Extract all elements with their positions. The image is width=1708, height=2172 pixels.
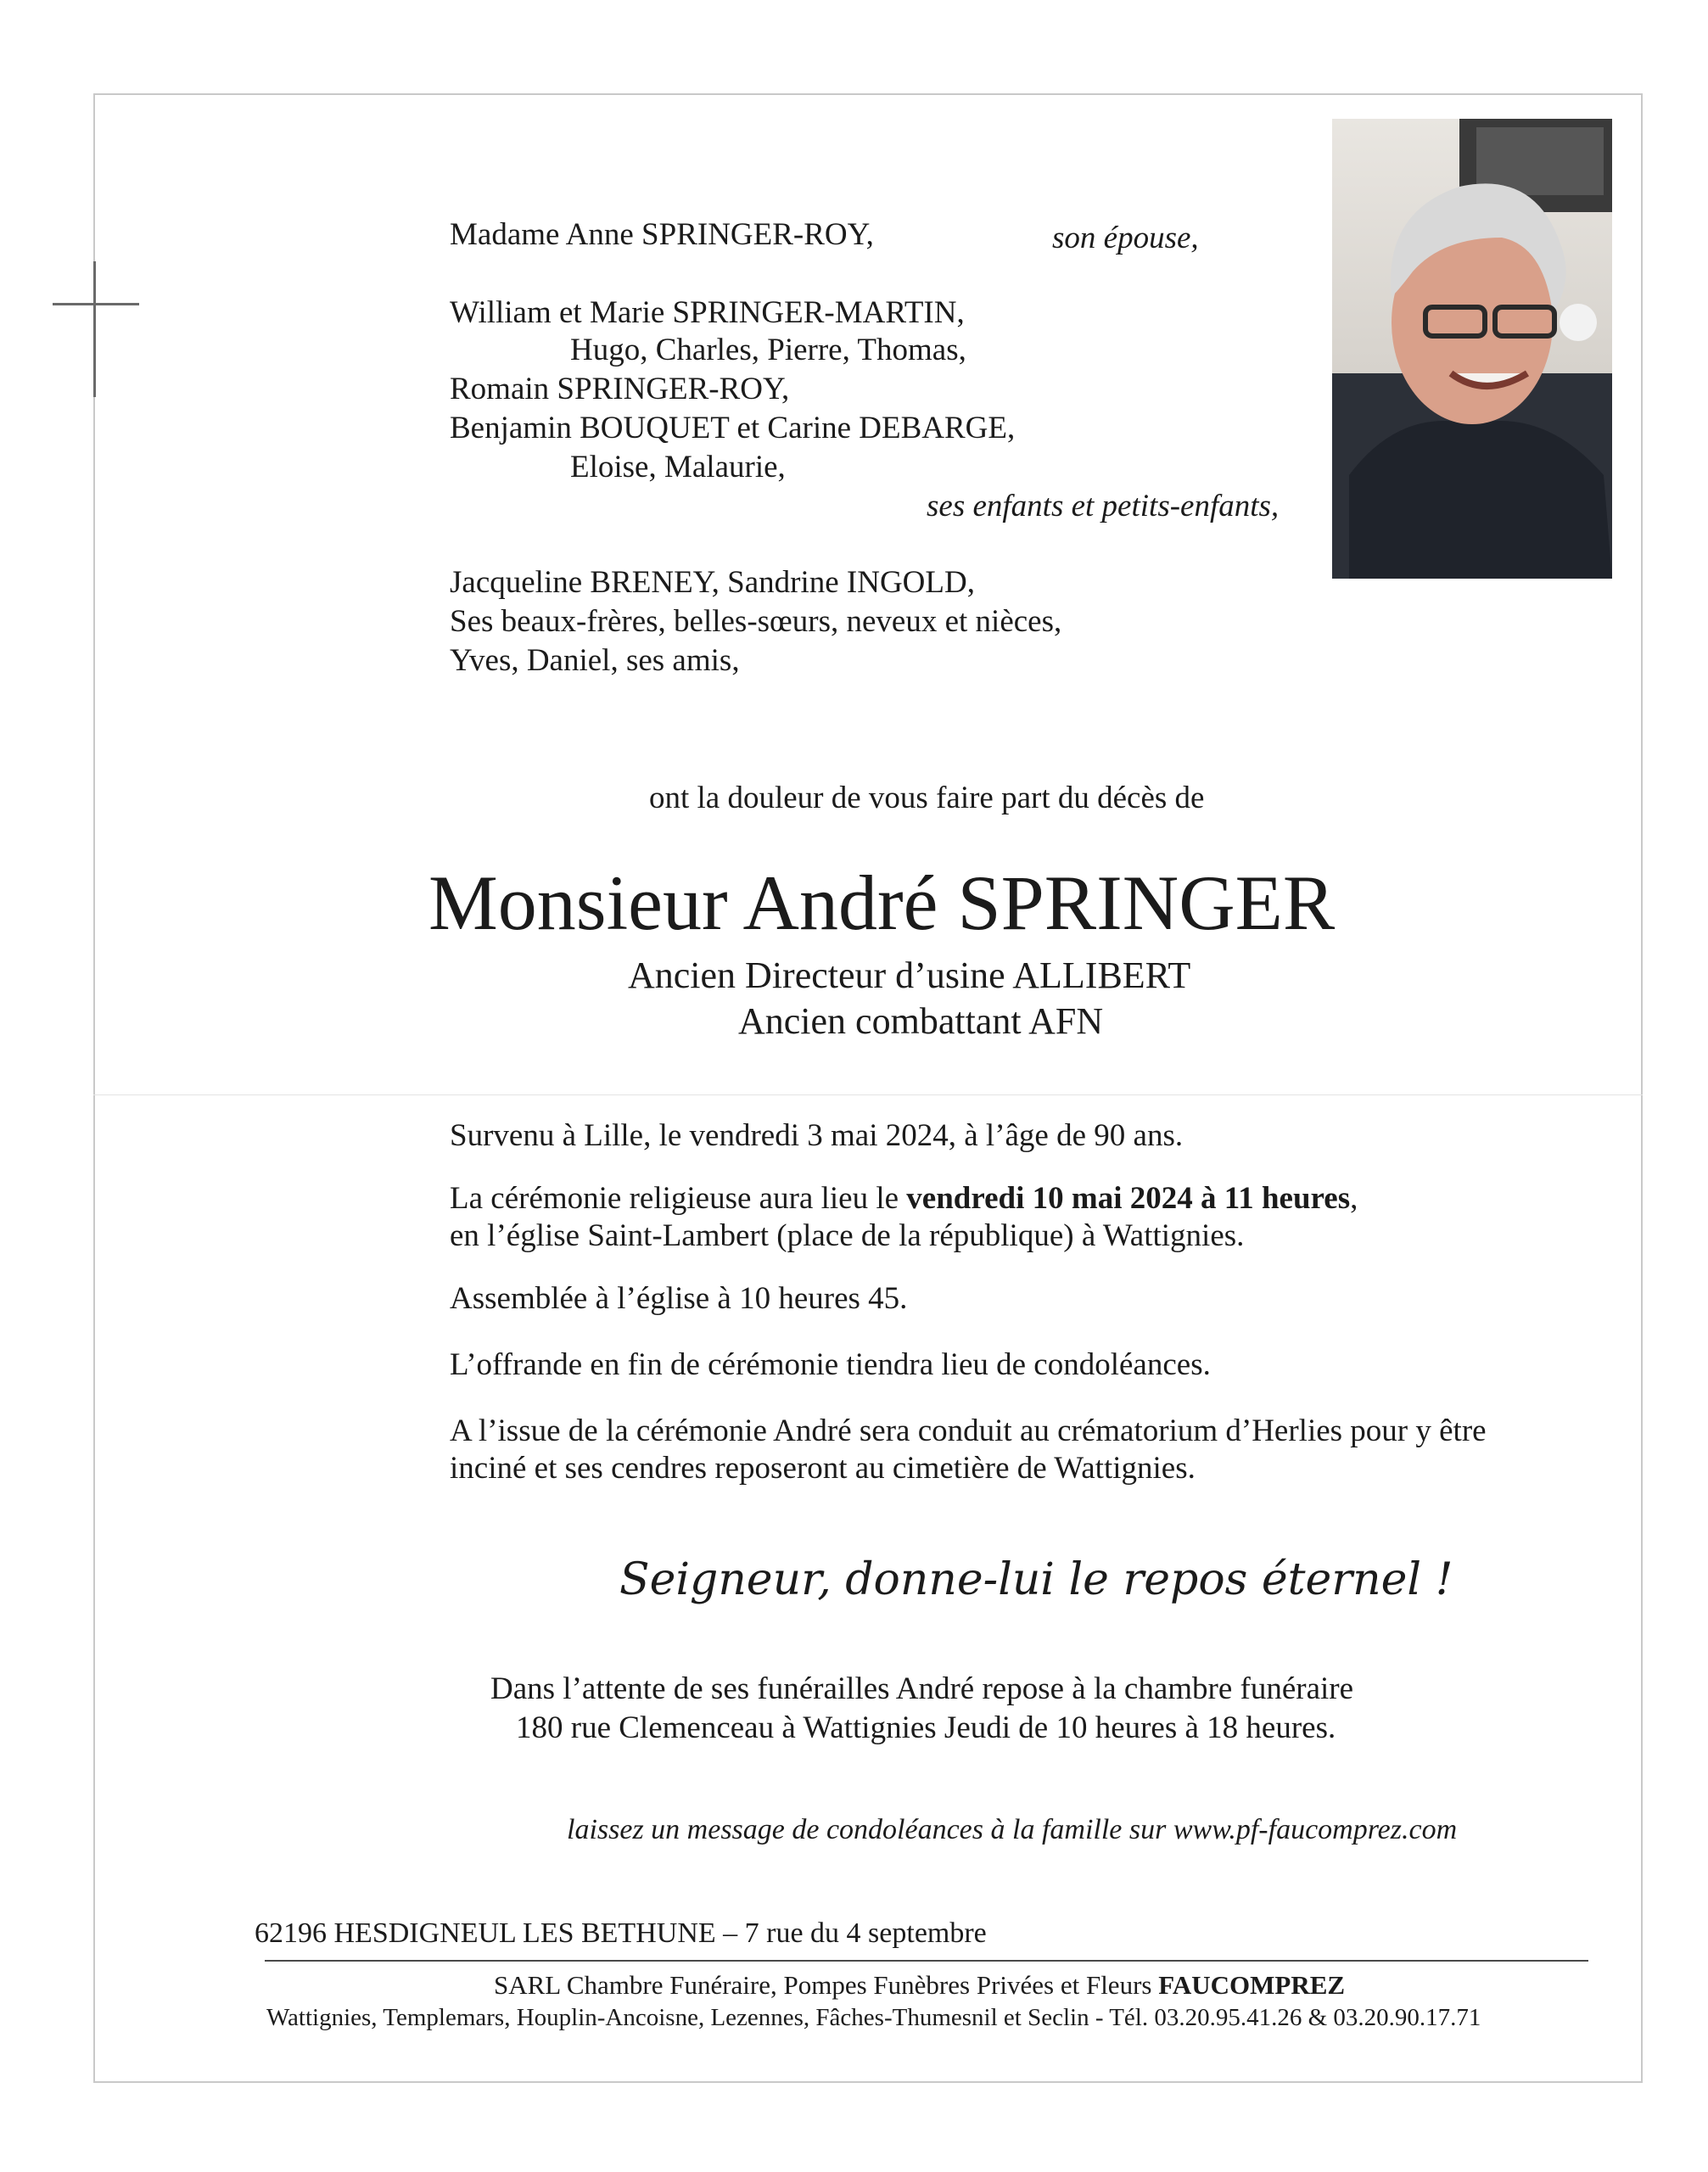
ceremony-date: vendredi 10 mai 2024 à 11 heures: [906, 1181, 1351, 1216]
portrait-photo: [1332, 119, 1612, 579]
family-line: Eloise, Malaurie,: [570, 450, 786, 484]
footer-address: 62196 HESDIGNEUL LES BETHUNE – 7 rue du 4 septembre: [255, 1917, 987, 1949]
family-line: Yves, Daniel, ses amis,: [450, 643, 740, 678]
family-line: Jacqueline BRENEY, Sandrine INGOLD,: [450, 565, 975, 600]
viewing-line-2: 180 rue Clemenceau à Wattignies Jeudi de 10 heures à 18 heures.: [516, 1710, 1336, 1745]
announcement-text: ont la douleur de vous faire part du décès de: [649, 781, 1205, 815]
spouse-role: son épouse,: [1052, 221, 1199, 255]
footer-company-prefix: SARL Chambre Funéraire, Pompes Funèbres Privées et Fleurs: [494, 1970, 1159, 2000]
fold-line: [93, 1094, 1643, 1095]
offering-note: L’offrande en fin de cérémonie tiendra lieu de condoléances.: [450, 1347, 1211, 1382]
ceremony-suffix: ,: [1350, 1181, 1358, 1216]
prayer-text: Seigneur, donne-lui le repos éternel !: [619, 1554, 1453, 1605]
footer-company: [494, 1972, 1345, 1998]
cremation-line-2: inciné et ses cendres reposeront au cimetière de Wattignies.: [450, 1451, 1196, 1486]
cremation-line-1: A l’issue de la cérémonie André sera conduit au crématorium d’Herlies pour y être: [450, 1413, 1487, 1448]
footer-company-name: FAUCOMPREZ: [1158, 1970, 1346, 2000]
ceremony-place: en l’église Saint-Lambert (place de la république) à Wattignies.: [450, 1218, 1245, 1253]
deceased-title-2: Ancien combattant AFN: [738, 1000, 1104, 1042]
cross-icon: [93, 261, 96, 397]
deceased-name: Monsieur André SPRINGER: [428, 859, 1336, 946]
children-role: ses enfants et petits-enfants,: [927, 489, 1280, 523]
ceremony-line: [450, 1183, 1358, 1214]
assembly-time: Assemblée à l’église à 10 heures 45.: [450, 1281, 908, 1316]
viewing-line-1: Dans l’attente de ses funérailles André repose à la chambre funéraire: [490, 1671, 1354, 1706]
family-line: Hugo, Charles, Pierre, Thomas,: [570, 333, 966, 367]
family-line: Benjamin BOUQUET et Carine DEBARGE,: [450, 411, 1016, 445]
condolence-message: laissez un message de condoléances à la famille sur www.pf-faucomprez.com: [567, 1814, 1458, 1845]
death-details: Survenu à Lille, le vendredi 3 mai 2024, à l’âge de 90 ans.: [450, 1118, 1184, 1153]
family-line: Romain SPRINGER-ROY,: [450, 372, 790, 406]
family-line: Ses beaux-frères, belles-sœurs, neveux et nièces,: [450, 604, 1062, 639]
ceremony-prefix: La cérémonie religieuse aura lieu le: [450, 1181, 907, 1216]
cross-icon-bar: [53, 303, 139, 305]
spouse-name: Madame Anne SPRINGER-ROY,: [450, 217, 874, 252]
footer-rule: [265, 1960, 1588, 1962]
footer-locations: Wattignies, Templemars, Houplin-Ancoisne, Lezennes, Fâches-Thumesnil et Seclin - Tél. 03.20.95.41.26 & 03.20.90.17.71: [266, 2004, 1481, 2031]
deceased-title-1: Ancien Directeur d’usine ALLIBERT: [628, 954, 1191, 996]
family-line: William et Marie SPRINGER-MARTIN,: [450, 295, 965, 330]
